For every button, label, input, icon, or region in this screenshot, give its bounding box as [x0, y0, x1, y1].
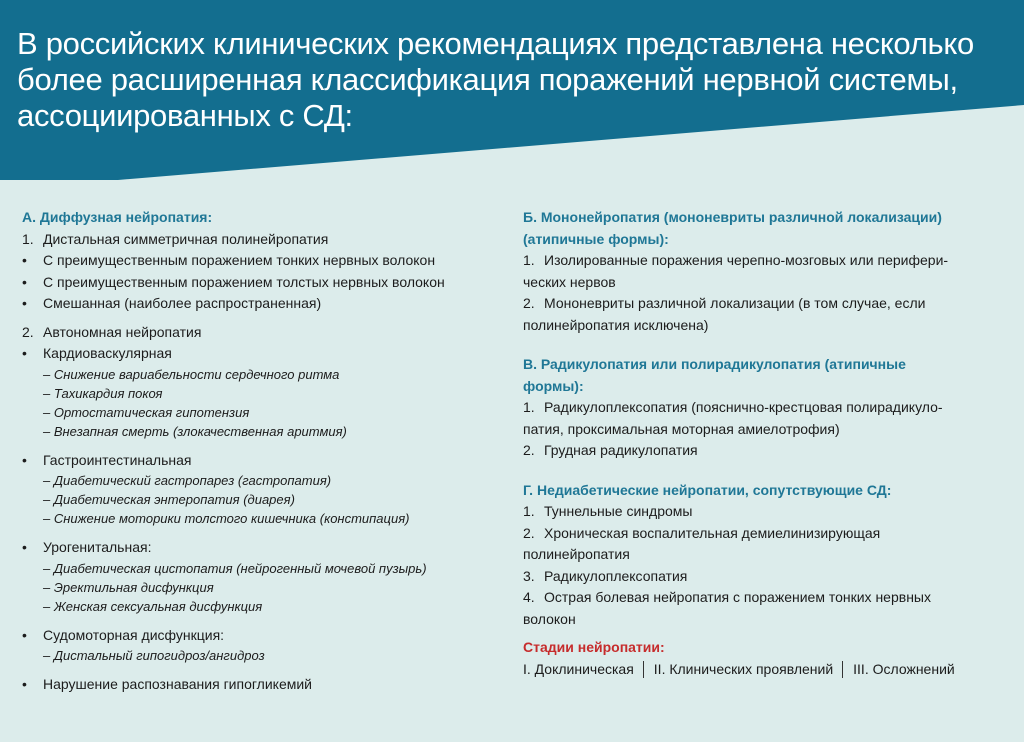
- sub-item: – Диабетический гастропарез (гастропатия): [43, 473, 332, 488]
- list-item-cont: ческих нервов: [523, 273, 616, 290]
- item-text: Туннельные синдромы: [544, 503, 693, 519]
- stage-divider: [842, 661, 843, 678]
- list-item: [523, 566, 1003, 588]
- bullet-item: • С преимущественным поражением тонких нервных волокон: [22, 250, 492, 272]
- list-item: [523, 523, 1003, 545]
- section-a-heading: А. Диффузная нейропатия:: [22, 209, 213, 225]
- item-number: 2.: [523, 295, 535, 311]
- list-item-cont: полинейропатия исключена): [523, 316, 709, 333]
- list-item: [523, 397, 1003, 419]
- sub-item: – Тахикардия покоя: [43, 385, 163, 401]
- list-item-cont: волокон: [523, 610, 576, 627]
- bullet-item: • Смешанная (наиболее распространенная): [22, 293, 492, 315]
- stage-label: I. Доклиническая: [523, 660, 634, 677]
- item-number: 1.: [523, 399, 535, 415]
- sub-item: – Эректильная дисфункция: [43, 579, 214, 595]
- stages-heading: Стадии нейропатии:: [523, 639, 665, 655]
- list-item-cont: патия, проксимальная моторная амиелотрофия): [523, 420, 840, 437]
- right-column: [523, 207, 1003, 680]
- bullet-item: • Нарушение распознавания гипогликемий: [22, 674, 492, 696]
- list-item: [22, 229, 492, 251]
- list-item: [523, 293, 1003, 315]
- list-item-cont: полинейропатия: [523, 546, 630, 562]
- item-number: 4.: [523, 589, 535, 605]
- item-number: 3.: [523, 567, 535, 584]
- stage-label: III. Осложнений: [853, 660, 955, 677]
- list-item: [22, 322, 492, 344]
- item-text: Мононевриты различной локализации (в том случае, если: [544, 295, 926, 311]
- header-banner: [0, 0, 1024, 180]
- stage-divider: [643, 661, 644, 678]
- item-number: 2.: [22, 323, 34, 340]
- stage-label: II. Клинических проявлений: [653, 660, 834, 677]
- bullet-item: • Кардиоваскулярная: [22, 343, 492, 365]
- list-item: [523, 440, 1003, 462]
- section-v-heading: В. Радикулопатия или полирадикулопатия (атипичные: [523, 356, 906, 372]
- list-item: [523, 250, 1003, 272]
- section-v-heading-cont: формы):: [523, 377, 584, 394]
- item-number: 1.: [22, 230, 34, 247]
- bullet-item: • С преимущественным поражением толстых нервных волокон: [22, 272, 492, 294]
- item-number: 2.: [523, 524, 535, 541]
- item-text: Автономная нейропатия: [43, 323, 202, 340]
- sub-item: – Ортостатическая гипотензия: [43, 404, 250, 420]
- item-number: 2.: [523, 442, 535, 458]
- item-text: Хроническая воспалительная демиелинизирующая: [544, 524, 881, 541]
- item-text: Грудная радикулопатия: [544, 442, 698, 458]
- sub-item: – Внезапная смерть (злокачественная аритмия): [43, 423, 347, 439]
- sub-item: – Снижение моторики толстого кишечника (констипация): [43, 511, 410, 526]
- list-item: [523, 501, 1003, 523]
- item-text: Острая болевая нейропатия с поражением тонких нервных: [544, 589, 931, 605]
- item-text: Дистальная симметричная полинейропатия: [43, 230, 329, 247]
- item-text: Изолированные поражения черепно-мозговых или перифери-: [544, 252, 949, 268]
- sub-item: – Диабетическая энтеропатия (диарея): [43, 492, 295, 507]
- bullet-item: • Гастроинтестинальная: [22, 450, 492, 472]
- item-text: Радикулоплексопатия (пояснично-крестцовая полирадикуло-: [544, 399, 943, 415]
- section-b-heading: Б. Мононейропатия (мононевриты различной локализации): [523, 209, 942, 225]
- sub-item: – Женская сексуальная дисфункция: [43, 598, 263, 614]
- section-b-heading-cont: (атипичные формы):: [523, 230, 669, 247]
- section-g-heading: Г. Недиабетические нейропатии, сопутствующие СД:: [523, 481, 892, 498]
- left-column: [22, 207, 492, 696]
- bullet-item: • Судомоторная дисфункция:: [22, 625, 492, 647]
- item-number: 1.: [523, 503, 535, 519]
- sub-item: – Снижение вариабельности сердечного ритма: [43, 366, 340, 382]
- item-number: 1.: [523, 252, 535, 268]
- item-text: Радикулоплексопатия: [544, 567, 688, 584]
- sub-item: – Диабетическая цистопатия (нейрогенный мочевой пузырь): [43, 560, 427, 576]
- stages-row: [523, 659, 1003, 680]
- page-title: В российских клинических рекомендациях представлена несколько более расширенная классификация поражений нервной системы, ассоциированных с СД:: [17, 26, 974, 133]
- list-item: [523, 587, 1003, 609]
- bullet-item: • Урогенитальная:: [22, 537, 492, 559]
- sub-item: – Дистальный гипогидроз/ангидроз: [43, 648, 265, 663]
